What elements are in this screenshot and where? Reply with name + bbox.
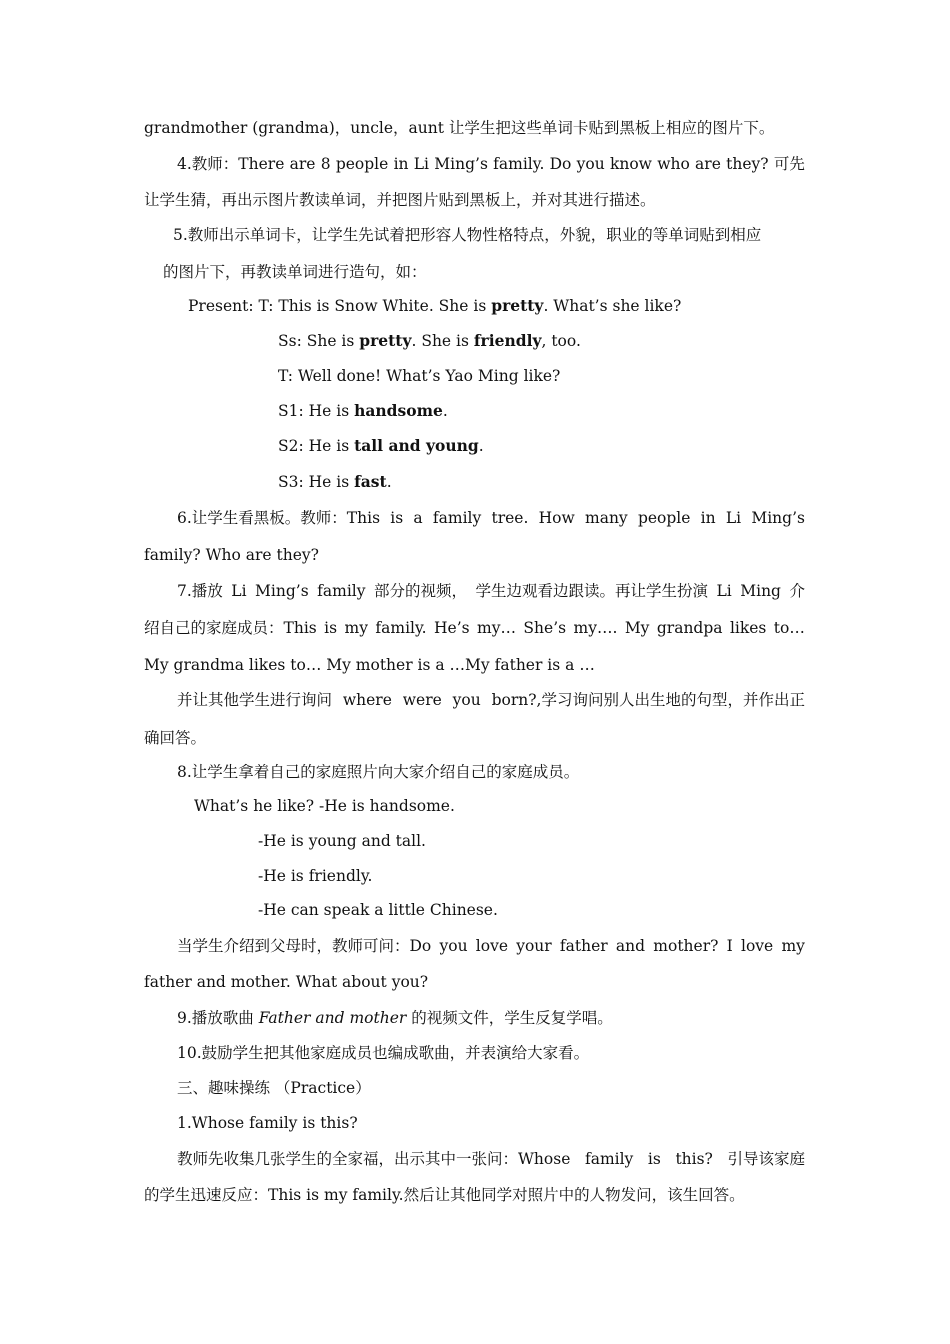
word: Ming [740,582,781,600]
word: people [335,155,389,173]
word: are [289,155,316,173]
word: 介 [789,582,805,600]
word: Li [716,582,732,600]
word: who [657,155,690,173]
dialogue-text: . What’s she like? [543,297,682,315]
bold-word: tall and young [354,436,479,455]
word: love [741,937,774,955]
word: many [585,509,628,527]
word: family [317,582,366,600]
word: Li [231,582,247,600]
text-line: 8.让学生拿着自己的家庭照片向大家介绍自己的家庭成员。 [177,763,580,781]
section-heading: 三、趣味操练 （Practice） [177,1079,371,1097]
bold-word: pretty [359,331,412,350]
text-line-justified [144,618,805,638]
text-line: 的学生迅速反应：This is my family.然后让其他同学对照片中的人物发问，该生回答。 [144,1186,745,1204]
word: are [695,155,721,173]
dialogue-text: . [478,437,484,455]
dialogue-text: , too. [541,332,581,350]
word: tree. [491,509,529,527]
line-text: 的视频文件，学生反复学唱。 [406,1009,613,1027]
word: 5.教师出示单词卡，让学生先试着把形容人物性格特点，外貌，职业的等单词贴到相应 [173,226,762,244]
word: born?,学习询问别人出生地的句型，并作出正 [491,691,805,709]
dialogue-line: -He is friendly. [258,867,373,885]
word: people [637,509,691,527]
word: know [609,155,652,173]
text-line [177,1008,613,1028]
word: my [781,937,805,955]
bold-word: friendly [473,331,542,350]
word: 当学生介绍到父母时，教师可问：Do [177,937,432,955]
dialogue-text: Ss: She is [278,332,360,350]
dialogue-text: S3: He is [278,473,355,491]
word: my…. [573,619,618,637]
word: Do [549,155,572,173]
word: in [700,509,716,527]
dialogue-text: . She is [411,332,474,350]
word: you [576,155,605,173]
word: 8 [320,155,331,173]
word: and [615,937,646,955]
word: He’s [434,619,470,637]
dialogue-line: What’s he like? -He is handsome. [194,797,455,815]
text-line: My grandma likes to… My mother is a …My father is a … [144,656,595,674]
text-line: 的图片下，再教读单词进行造句，如： [163,263,427,281]
word: my… [477,619,516,637]
word: likes [729,619,767,637]
word: 7.播放 [177,582,223,600]
word: Ming’s [751,509,805,527]
word: to… [773,619,805,637]
word: my [344,619,368,637]
word: Li [725,509,742,527]
word: My [624,619,650,637]
text-line: grandmother (grandma)，uncle，aunt 让学生把这些单词卡贴到黑板上相应的图片下。 [144,119,775,137]
word: father [559,937,608,955]
word: they? [726,155,769,173]
song-title: Father and mother [258,1009,407,1027]
text-line-justified [177,508,805,528]
word: 可先 [773,155,805,173]
text-line: 确回答。 [144,729,207,747]
dialogue-line [278,436,484,456]
dialogue-text: S1: He is [278,402,355,420]
word: family. [375,619,427,637]
word: family [584,1150,634,1168]
dialogue-line: -He is young and tall. [258,832,426,850]
word: 4.教师：There [177,155,285,173]
word: Li [413,155,430,173]
word: is [324,619,338,637]
dialogue-line [278,331,581,351]
dialogue-line: T: Well done! What’s Yao Ming like? [278,367,561,385]
word: family [432,509,482,527]
word: She’s [523,619,567,637]
word: your [516,937,552,955]
word: this? [675,1150,713,1168]
dialogue-text: Present: T: This is Snow White. She is [188,297,492,315]
word: is [647,1150,661,1168]
text-line-justified [177,154,805,174]
word: 绍自己的家庭成员：This [144,619,317,637]
word: How [538,509,575,527]
text-line: 让学生猜，再出示图片教读单词，并把图片贴到黑板上，并对其进行描述。 [144,191,656,209]
text-line-justified [177,1149,805,1169]
text-line: family? Who are they? [144,546,319,564]
word: grandpa [656,619,723,637]
text-line-justified [177,936,805,956]
word: 学生边观看边跟读。再让学生扮演 [475,582,708,600]
word: is [390,509,404,527]
word: in [393,155,409,173]
dialogue-text: . [442,402,448,420]
dialogue-text: . [386,473,392,491]
word: a [413,509,423,527]
bold-word: handsome [354,401,443,420]
word: love [475,937,508,955]
word: where [342,691,392,709]
word: mother? [653,937,719,955]
word: were [402,691,442,709]
dialogue-line [278,401,448,421]
word: Ming’s [434,155,488,173]
word: 教师先收集几张学生的全家福，出示其中一张问：Whose [177,1150,571,1168]
bold-word: pretty [491,296,544,315]
word: 6.让学生看黑板。教师：This [177,509,381,527]
word: family. [493,155,545,173]
dialogue-line: -He can speak a little Chinese. [258,901,498,919]
word: 引导该家庭 [727,1150,805,1168]
dialogue-text: S2: He is [278,437,355,455]
word: you [439,937,468,955]
dialogue-line [278,472,392,492]
text-line-justified [177,581,805,601]
bold-word: fast [354,472,387,491]
word: I [726,937,733,955]
line-text: 9.播放歌曲 [177,1009,259,1027]
word: you [452,691,481,709]
text-line: father and mother. What about you? [144,973,429,991]
text-line: 1.Whose family is this? [177,1114,358,1132]
word: 部分的视频， [373,582,467,600]
word: 并让其他学生进行询问 [177,691,333,709]
text-line-justified [177,690,805,710]
dialogue-line [188,296,681,316]
text-line-justified [173,225,805,245]
text-line: 10.鼓励学生把其他家庭成员也编成歌曲，并表演给大家看。 [177,1044,590,1062]
word: Ming’s [255,582,309,600]
